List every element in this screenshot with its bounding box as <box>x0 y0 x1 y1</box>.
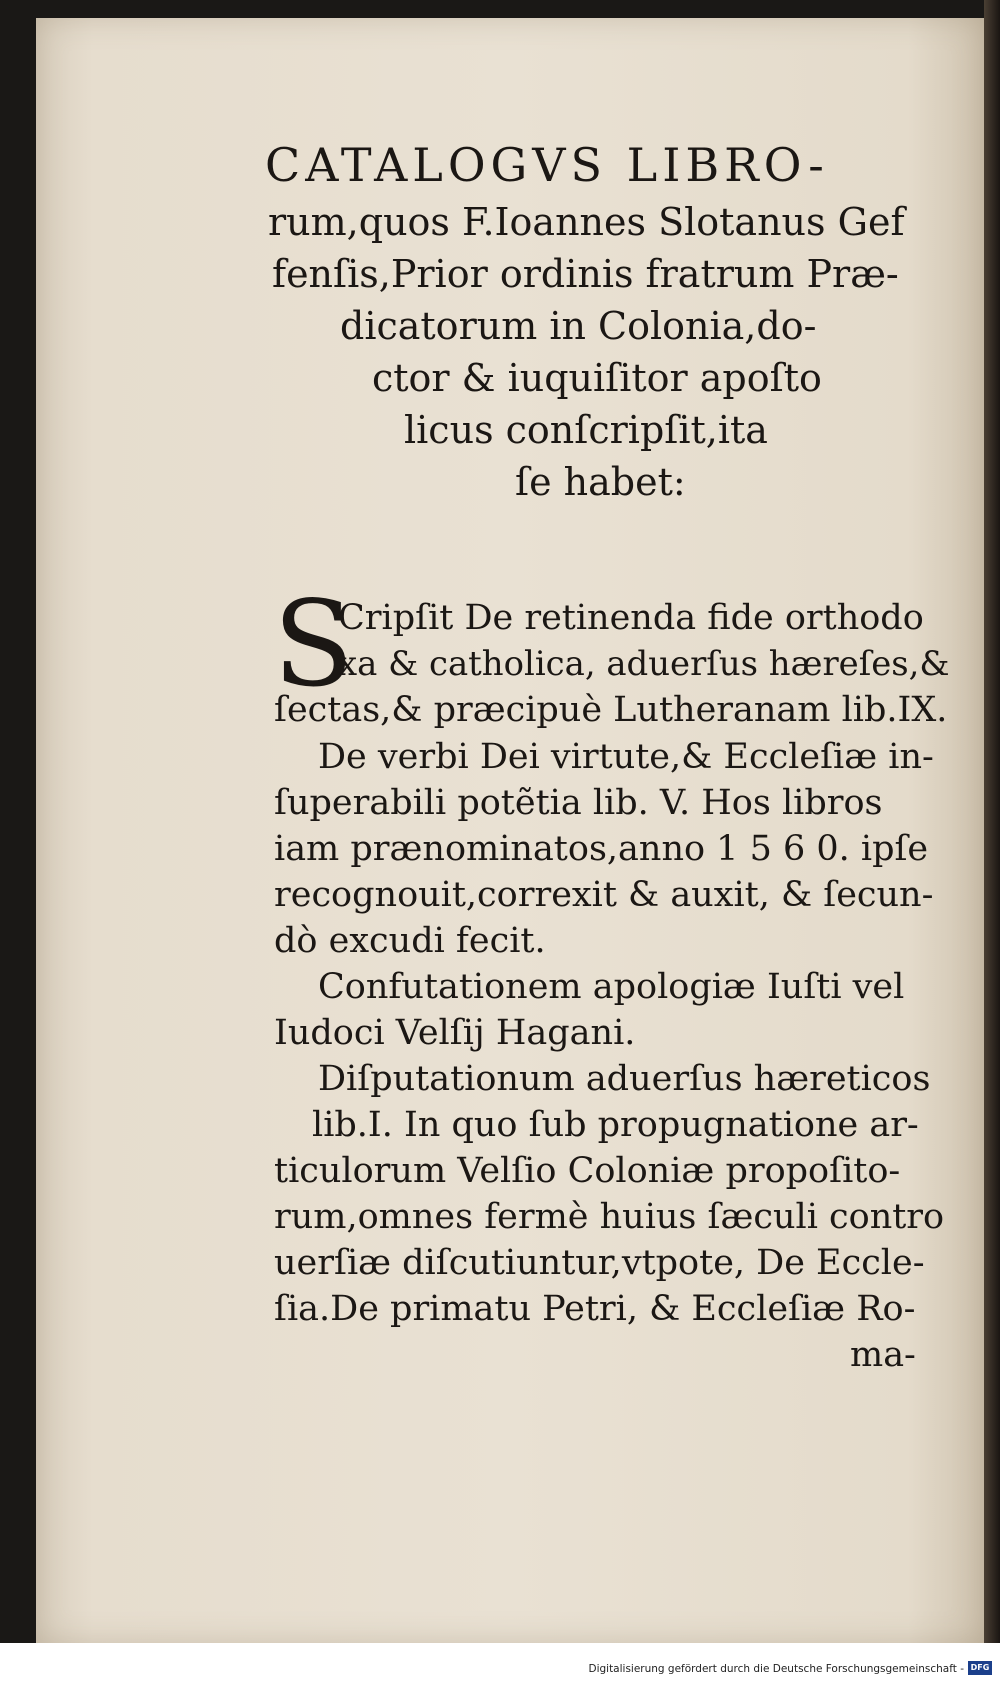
body-line-8: dò excudi fecit. <box>274 921 546 961</box>
body-line-6: iam prænominatos,anno 1 5 6 0. ipſe <box>274 829 929 869</box>
body-line-7: recognouit,correxit & auxit, & ſecun- <box>274 875 934 915</box>
body-line-11: Diſputationum aduerſus hæreticos <box>318 1059 931 1099</box>
catalog-title: CATALOGVS LIBRO- <box>265 138 829 192</box>
heading-line-3: dicatorum in Colonia,do- <box>340 304 817 348</box>
body-line-12: lib.I. In quo ſub propugnatione ar- <box>312 1105 919 1145</box>
catchword: ma- <box>850 1335 916 1375</box>
body-line-10: Iudoci Velſij Hagani. <box>274 1013 636 1053</box>
body-line-15: uerſiæ diſcutiuntur,vtpote, De Eccle- <box>274 1243 925 1283</box>
book-binding-edge <box>984 0 1000 1643</box>
body-line-3: ſectas,& præcipuè Lutheranam lib.IX. <box>274 690 948 730</box>
drop-cap-letter: S <box>273 575 354 713</box>
heading-line-1: rum,quos F.Ioannes Slotanus Gef <box>268 200 905 244</box>
heading-line-6: ſe habet: <box>515 460 686 504</box>
heading-line-4: ctor & iuquiſitor apoſto <box>372 356 822 400</box>
body-line-13: ticulorum Velſio Coloniæ propoſito- <box>274 1151 901 1191</box>
body-line-9: Confutationem apologiæ Iuſti vel <box>318 967 905 1007</box>
heading-line-2: fenſis,Prior ordinis fratrum Præ- <box>272 252 899 296</box>
body-line-16: ſia.De primatu Petri, & Eccleſiæ Ro- <box>274 1289 916 1329</box>
body-line-1: Cripſit De retinenda fide orthodo <box>338 598 924 638</box>
body-line-14: rum,omnes fermè huius ſæculi contro <box>274 1197 945 1237</box>
body-line-5: ſuperabili potẽtia lib. V. Hos libros <box>274 783 883 823</box>
body-line-2: xa & catholica, aduerſus hæreſes,& <box>338 644 950 683</box>
heading-line-5: licus conſcripſit,ita <box>404 408 768 452</box>
dfg-logo: DFG <box>968 1661 992 1675</box>
body-line-4: De verbi Dei virtute,& Eccleſiæ in- <box>318 737 934 777</box>
digitization-credit: Digitalisierung gefördert durch die Deutsche Forschungsgemeinschaft - <box>588 1663 964 1675</box>
